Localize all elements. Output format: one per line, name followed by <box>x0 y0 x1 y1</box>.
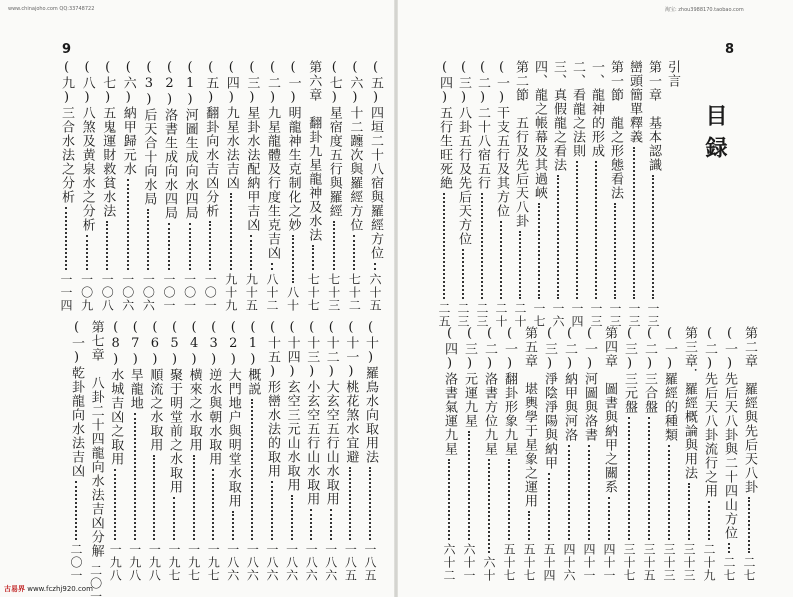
toc-entry-page: 三十三 <box>682 543 696 582</box>
toc-entry <box>226 320 240 582</box>
toc-entry-page: 六十五 <box>368 273 382 312</box>
toc-entry-page: 三十七 <box>622 543 636 582</box>
toc-entry-title: (二)洛書方位九星 <box>482 326 497 456</box>
toc-entry-page: 四十一 <box>582 543 596 582</box>
toc-entry-page: 二五 <box>437 302 451 328</box>
toc-entry-title: 第五章 堪輿學于星象之運用 <box>522 326 537 508</box>
toc-leader-dots <box>232 511 234 540</box>
toc-leader-dots <box>291 495 293 540</box>
toc-entry-page: 一九七 <box>186 543 201 582</box>
toc-entry-page: 一八六 <box>265 543 279 582</box>
toc-entry-title: (六)納甲歸元水 <box>120 60 136 176</box>
toc-entry-title: (十一)桃花煞水宜避 <box>343 320 359 464</box>
toc-leader-dots <box>633 147 635 299</box>
toc-entry-page: 一三 <box>646 302 660 328</box>
toc-entry <box>88 320 104 603</box>
header-left: www.chinajoho.com QQ:33748722 <box>8 6 95 12</box>
toc-leader-dots <box>648 417 650 540</box>
toc-entry-title: (十五)形巒水法的取用 <box>265 320 280 478</box>
toc-leader-dots <box>548 473 550 540</box>
toc-entry-page: 一一四 <box>59 273 73 312</box>
toc-entry-title: 第一節 龍之形態看法 <box>608 60 623 200</box>
toc-entry-page: 一八六 <box>284 543 299 582</box>
toc-entry-page: 一九七 <box>167 543 181 582</box>
toc-entry <box>187 320 201 582</box>
toc-entry <box>682 326 696 582</box>
toc-entry-title: (十三)小玄空五行山水取用 <box>304 320 320 506</box>
toc-leader-dots <box>588 445 590 540</box>
toc-entry-title: 一、龍神的形成 <box>589 60 604 158</box>
toc-entry-page: 一三 <box>608 302 622 328</box>
toc-entry-page: 二三 <box>475 302 489 328</box>
toc-entry-title: (4)横來之水取用 <box>186 320 202 452</box>
toc-leader-dots <box>628 417 630 540</box>
toc-leader-dots <box>481 193 483 299</box>
toc-leader-dots <box>369 467 371 540</box>
toc-leader-dots <box>212 469 214 540</box>
toc-entry-page: 一〇一 <box>203 273 218 312</box>
toc-entry <box>608 60 622 328</box>
toc-entry-page: 一八六 <box>245 543 260 582</box>
toc-leader-dots <box>528 511 530 540</box>
toc-entry <box>121 60 135 312</box>
toc-entry <box>245 320 259 582</box>
toc-entry-title: (5)聚于明堂前之水取用 <box>167 320 182 494</box>
toc-entry-title: 二、看龍之法則 <box>570 60 585 158</box>
toc-entry <box>286 60 300 312</box>
page-number-right: 8 <box>725 42 735 57</box>
toc-entry-page: 一八五 <box>343 543 358 582</box>
toc-leader-dots <box>106 221 108 270</box>
toc-entry <box>482 326 496 582</box>
toc-entry <box>570 60 584 328</box>
toc-entry <box>702 326 716 582</box>
toc-entry-page: 六十 <box>482 556 496 582</box>
toc-entry-page: 九十五 <box>244 273 259 312</box>
toc-entry-page: 一七 <box>532 302 546 328</box>
toc-entry <box>602 326 616 582</box>
toc-entry <box>59 60 73 312</box>
toc-leader-dots <box>595 161 597 299</box>
toc-entry-title: (3)逆水與朝水取用 <box>206 320 222 466</box>
toc-entry-title: (四)五行生旺死絶 <box>437 60 452 190</box>
toc-leader-dots <box>209 221 211 270</box>
toc-entry-page: 一四 <box>570 302 584 328</box>
toc-entry <box>442 326 456 582</box>
header-right: 淘宝: zhou3988170.taobao.com <box>665 7 744 13</box>
toc-entry <box>206 320 220 582</box>
toc-entry-page: 八十二 <box>265 273 279 312</box>
footer-brand: 古易界 <box>4 585 25 593</box>
toc-entry-title: (二)納甲與河洛 <box>562 326 577 442</box>
toc-leader-dots <box>75 481 77 540</box>
toc-entry <box>244 60 258 312</box>
toc-entry-title: (二)三合盤 <box>642 326 657 414</box>
toc-entry-title: (十)羅鳥水向取用法 <box>363 320 378 464</box>
toc-entry-title: (二)九星龍體及行度生克吉凶 <box>265 60 280 260</box>
toc-entry-page: 九十九 <box>223 273 238 312</box>
toc-leader-dots <box>250 235 252 270</box>
toc-entry <box>183 60 197 312</box>
toc-entry-page: 八十 <box>285 286 300 312</box>
toc-entry-page: 二十 <box>513 302 527 328</box>
toc-entry <box>462 326 476 582</box>
toc-entry-title: (6)順流之水取用 <box>147 320 163 452</box>
toc-entry-title: (一)先后天八卦與二十四山方位 <box>722 326 737 540</box>
toc-leader-dots <box>568 445 570 540</box>
toc-leader-dots <box>353 235 355 270</box>
toc-entry-title: (五)翻卦向水吉凶分析 <box>203 60 219 218</box>
toc-leader-dots <box>271 481 273 540</box>
toc-entry <box>642 326 656 582</box>
toc-entry-page: 二七 <box>722 556 736 582</box>
toc-entry-page: 一九七 <box>206 543 221 582</box>
toc-entry-title: (三)星卦水法配納甲吉凶 <box>244 60 260 232</box>
toc-entry <box>368 60 382 312</box>
toc-leader-dots <box>443 193 445 299</box>
toc-entry-page: 五十七 <box>502 543 516 582</box>
toc-entry-title: (四)九星水法吉凶 <box>223 60 239 190</box>
toc-entry-title: (一)羅經的種類 <box>662 326 677 442</box>
toc-entry <box>203 60 217 312</box>
toc-leader-dots <box>468 431 470 540</box>
toc-entry-page: 四十一 <box>602 543 616 582</box>
toc-entry-title: 第二章 羅經與先后天八卦 <box>742 326 757 494</box>
toc-leader-dots <box>65 207 67 270</box>
toc-entry <box>343 320 357 582</box>
toc-entry <box>80 60 94 312</box>
page-title: 目録 <box>702 104 728 168</box>
page-number-left: 9 <box>62 42 72 57</box>
toc-leader-dots <box>652 175 654 299</box>
toc-leader-dots <box>462 249 464 299</box>
toc-entry-title: (一)河圖與洛書 <box>582 326 597 442</box>
toc-entry-page: 二〇一 <box>69 543 83 582</box>
toc-entry-title: (1)河圖生成向水四局 <box>182 60 198 220</box>
book-gutter <box>394 0 398 597</box>
toc-entry-page: 三十五 <box>642 543 656 582</box>
toc-entry <box>622 326 636 582</box>
toc-leader-dots <box>230 193 232 270</box>
toc-entry-title: 三、真假龍之看法 <box>551 60 566 172</box>
toc-entry <box>456 60 470 328</box>
toc-leader-dots <box>538 203 540 299</box>
toc-entry <box>627 60 641 328</box>
toc-entry <box>662 326 676 582</box>
toc-entry-page: 二七 <box>742 556 756 582</box>
toc-entry <box>324 320 338 582</box>
toc-leader-dots <box>134 413 136 540</box>
toc-entry <box>162 60 176 312</box>
toc-entry-page: 二十九 <box>702 543 716 582</box>
toc-entry-title: 第一章 基本認識 <box>646 60 661 172</box>
toc-entry-page: 一〇九 <box>79 273 94 312</box>
toc-entry <box>347 60 361 312</box>
toc-entry <box>265 320 279 582</box>
toc-entry-page: 一三 <box>589 302 603 328</box>
toc-entry <box>513 60 527 328</box>
toc-leader-dots <box>292 235 294 283</box>
toc-leader-dots <box>147 209 149 270</box>
toc-entry-page: 一〇六 <box>141 273 156 312</box>
toc-leader-dots <box>748 497 750 553</box>
toc-entry <box>722 326 736 582</box>
toc-entry-title: (八)八煞及黄泉水之分析 <box>79 60 95 232</box>
toc-leader-dots <box>114 469 116 540</box>
toc-entry-page: 一六 <box>551 302 565 328</box>
toc-leader-dots <box>614 203 616 299</box>
toc-entry <box>285 320 299 582</box>
toc-leader-dots <box>448 459 450 540</box>
toc-leader-dots <box>173 497 175 540</box>
toc-entry-page: 六十一 <box>462 543 476 582</box>
toc-entry <box>108 320 122 582</box>
toc-entry-title: 引言 <box>665 60 680 88</box>
toc-entry-title: 第二節 五行及先后天八卦 <box>513 60 528 228</box>
toc-entry-title: 四、龍之帳幕及其過峽 <box>532 60 547 200</box>
toc-leader-dots <box>374 263 376 270</box>
toc-entry-page: 一八五 <box>363 543 377 582</box>
toc-entry-title: (四)洛書氣運九星 <box>442 326 457 456</box>
toc-entry-page: 四十六 <box>562 543 576 582</box>
toc-entry-title: 巒頭簡單釋義 <box>627 60 642 144</box>
toc-entry-title: (7)旱龍地 <box>127 320 143 410</box>
toc-entry <box>69 320 83 582</box>
toc-entry-title: (三)元運九星 <box>462 326 477 428</box>
toc-leader-dots <box>86 235 88 270</box>
toc-entry-title: (三)三元盤 <box>622 326 637 414</box>
toc-entry <box>363 320 377 582</box>
toc-entry-page: 二三 <box>456 302 470 328</box>
toc-leader-dots <box>271 263 273 270</box>
toc-entry-title: (十四)玄空三元山水取用 <box>284 320 300 492</box>
toc-entry-title: (二)二十八宿五行 <box>475 60 490 190</box>
toc-entry <box>562 326 576 582</box>
toc-entry <box>100 60 114 312</box>
toc-entry-title: (一)干支五行及其方位 <box>494 60 509 218</box>
toc-entry-title: (8)水城吉凶之取用 <box>108 320 124 466</box>
toc-entry-page: 七十三 <box>326 273 341 312</box>
toc-entry-page: 一〇六 <box>120 273 135 312</box>
toc-entry-title: (2)大門地户與明堂水取用 <box>225 320 241 508</box>
toc-entry <box>224 60 238 312</box>
toc-leader-dots <box>708 501 710 540</box>
toc-leader-dots <box>310 509 312 540</box>
toc-leader-dots <box>349 467 351 540</box>
toc-entry-page: 一九八 <box>108 543 123 582</box>
toc-entry-title: (3)后天合十向水局 <box>141 60 157 206</box>
toc-entry-page: 二十 <box>494 302 508 328</box>
toc-leader-dots <box>193 455 195 540</box>
toc-entry-title: 第四章 圖書與納甲之關系 <box>602 326 617 494</box>
toc-leader-dots <box>508 459 510 540</box>
toc-entry <box>475 60 489 328</box>
toc-leader-dots <box>688 483 690 540</box>
toc-leader-dots <box>127 179 129 270</box>
toc-leader-dots <box>500 221 502 299</box>
toc-entry <box>522 326 536 582</box>
toc-entry-title: (七)五鬼運財救貧水法 <box>100 60 116 218</box>
toc-leader-dots <box>668 445 670 540</box>
toc-entry-title: (一)翻卦形象九星 <box>502 326 517 456</box>
toc-leader-dots <box>576 161 578 299</box>
toc-entry <box>502 326 516 582</box>
toc-entry <box>147 320 161 582</box>
toc-entry <box>141 60 155 312</box>
toc-entry-title: (一)乾卦龍向水法吉凶 <box>69 320 84 478</box>
toc-entry-title: 第六章 翻卦九星龍神及水法 <box>306 60 322 242</box>
toc-leader-dots <box>488 459 490 553</box>
toc-entry <box>589 60 603 328</box>
footer-url: www.fczhj920.com <box>27 585 93 593</box>
toc-entry-page: 五十四 <box>542 543 556 582</box>
toc-entry-page: 五十七 <box>522 543 536 582</box>
toc-entry-page: 七十七 <box>306 273 321 312</box>
toc-entry <box>128 320 142 582</box>
toc-entry <box>494 60 508 328</box>
toc-entry <box>665 60 679 328</box>
toc-leader-dots <box>330 509 332 540</box>
toc-leader-dots <box>168 223 170 270</box>
toc-leader-dots <box>251 399 253 540</box>
toc-entry-page: 一八六 <box>304 543 319 582</box>
toc-leader-dots <box>312 245 314 270</box>
toc-entry <box>306 60 320 312</box>
toc-entry <box>327 60 341 312</box>
toc-entry-title: 第三章．羅經概論與用法 <box>682 326 697 480</box>
toc-entry-page: 三十三 <box>662 543 676 582</box>
toc-entry-title: (1)概説 <box>245 320 261 396</box>
toc-entry-page: 七十二 <box>347 273 362 312</box>
toc-entry-page: 一〇一 <box>182 273 197 312</box>
toc-entry-page: 一〇八 <box>100 273 115 312</box>
toc-entry <box>742 326 756 582</box>
toc-entry <box>304 320 318 582</box>
toc-entry-title: (三)八卦五行及先后天方位 <box>456 60 471 246</box>
toc-entry-title: (九)三合水法之分析 <box>59 60 74 204</box>
toc-leader-dots <box>333 221 335 270</box>
toc-entry <box>437 60 451 328</box>
toc-entry-page: 一〇一 <box>162 273 176 312</box>
toc-entry-page: 一八六 <box>225 543 240 582</box>
toc-entry-title: (十二)大玄空五行山水取用 <box>323 320 339 506</box>
toc-leader-dots <box>189 223 191 270</box>
toc-entry-title: 第七章 八卦二十四龍向水法吉凶分解 <box>88 320 104 558</box>
toc-entry-page: 六十二 <box>442 543 456 582</box>
toc-leader-dots <box>608 497 610 540</box>
toc-entry <box>532 60 546 328</box>
toc-entry <box>551 60 565 328</box>
toc-leader-dots <box>153 455 155 540</box>
toc-entry-title: (三)淨陰淨陽與納甲 <box>542 326 557 470</box>
toc-entry-page: 一九八 <box>147 543 162 582</box>
toc-entry-title: (五)四垣二十八宿與羅經方位 <box>368 60 383 260</box>
toc-entry-title: (一)明龍神生克制化之妙 <box>285 60 301 232</box>
toc-entry <box>646 60 660 328</box>
toc-entry-title: (六)十二躔次與羅經方位 <box>347 60 363 232</box>
toc-entry <box>542 326 556 582</box>
toc-entry <box>167 320 181 582</box>
toc-entry-title: (二)先后天八卦流行之用 <box>702 326 717 498</box>
toc-leader-dots <box>728 543 730 553</box>
toc-entry <box>265 60 279 312</box>
toc-leader-dots <box>519 231 521 299</box>
toc-entry-title: (2)洛書生成向水四局 <box>162 60 177 220</box>
toc-entry-page: 一三 <box>627 302 641 328</box>
toc-entry-title: (七)星宿度五行與羅經 <box>326 60 342 218</box>
toc-entry-page: 二〇一 <box>88 564 103 603</box>
footer <box>4 584 93 594</box>
toc-leader-dots <box>557 175 559 299</box>
toc-entry <box>582 326 596 582</box>
toc-entry-page: 一八六 <box>323 543 338 582</box>
toc-entry-page: 一九八 <box>127 543 142 582</box>
